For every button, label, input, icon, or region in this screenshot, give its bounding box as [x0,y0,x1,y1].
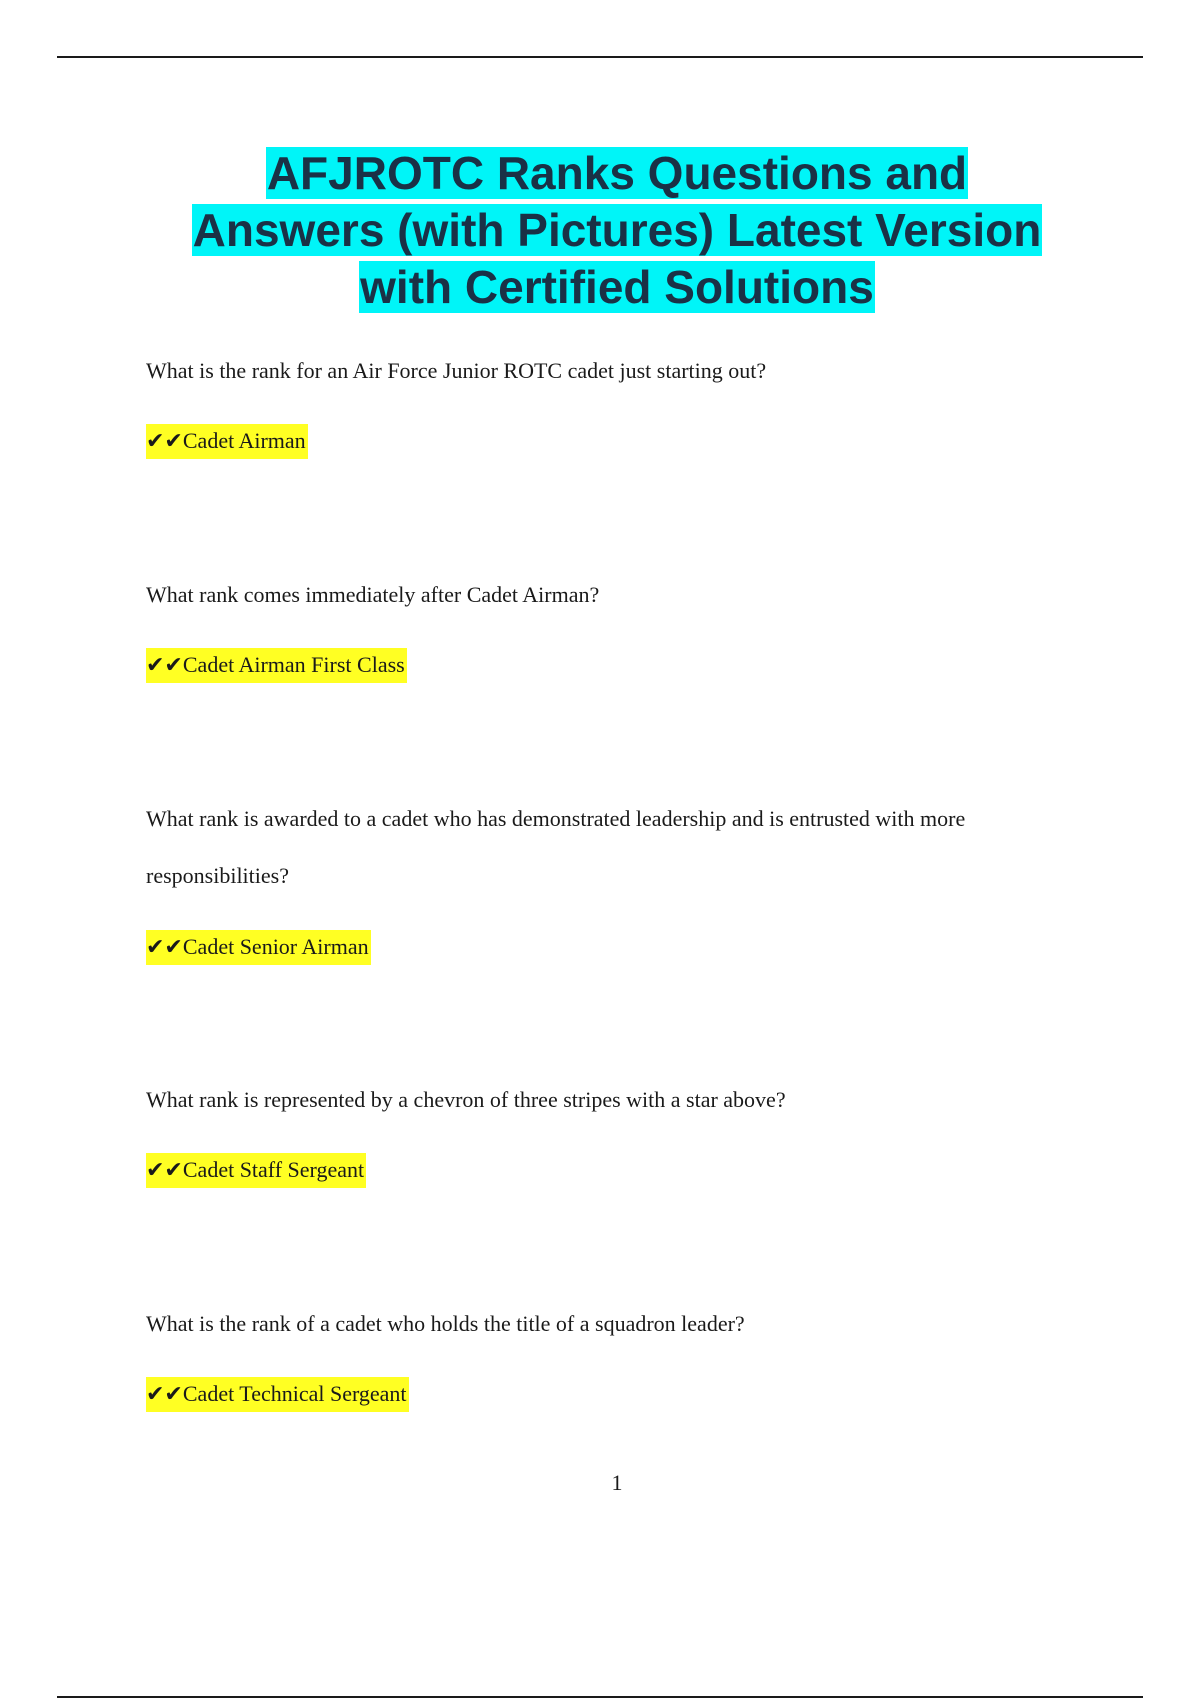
answer-text: Cadet Staff Sergeant [182,1157,365,1182]
answer-text: Cadet Airman [182,428,306,453]
check-mark-icon: ✔✔ [146,429,183,454]
answer-text: Cadet Technical Sergeant [182,1381,407,1406]
answer-highlight [146,424,308,459]
title-line-2: Answers (with Pictures) Latest Version [192,204,1042,256]
title-line-3: with Certified Solutions [360,261,874,313]
top-rule [57,56,1143,58]
answer-highlight [146,1377,409,1412]
check-mark-icon: ✔✔ [146,653,183,678]
check-mark-icon: ✔✔ [146,935,183,960]
document-title [100,145,1134,316]
question-text: What rank is represented by a chevron of three stripes with a star above? [146,1087,786,1112]
answer-text: Cadet Airman First Class [182,652,405,677]
answer-highlight [146,648,407,683]
title-line-1: AFJROTC Ranks Questions and [266,147,968,199]
bottom-rule [57,1696,1143,1698]
question-text: What is the rank of a cadet who holds the title of a squadron leader? [146,1311,745,1336]
check-mark-icon: ✔✔ [146,1382,183,1407]
question-text-line-2: responsibilities? [146,863,289,888]
page-number: 1 [611,1470,623,1495]
question-text-line-1: What rank is awarded to a cadet who has demonstrated leadership and is entrusted with more [146,806,966,831]
answer-highlight [146,930,371,965]
question-text: What is the rank for an Air Force Junior ROTC cadet just starting out? [146,358,767,383]
check-mark-icon: ✔✔ [146,1158,183,1183]
answer-text: Cadet Senior Airman [182,934,369,959]
question-text: What rank comes immediately after Cadet Airman? [146,582,600,607]
answer-highlight [146,1153,366,1188]
